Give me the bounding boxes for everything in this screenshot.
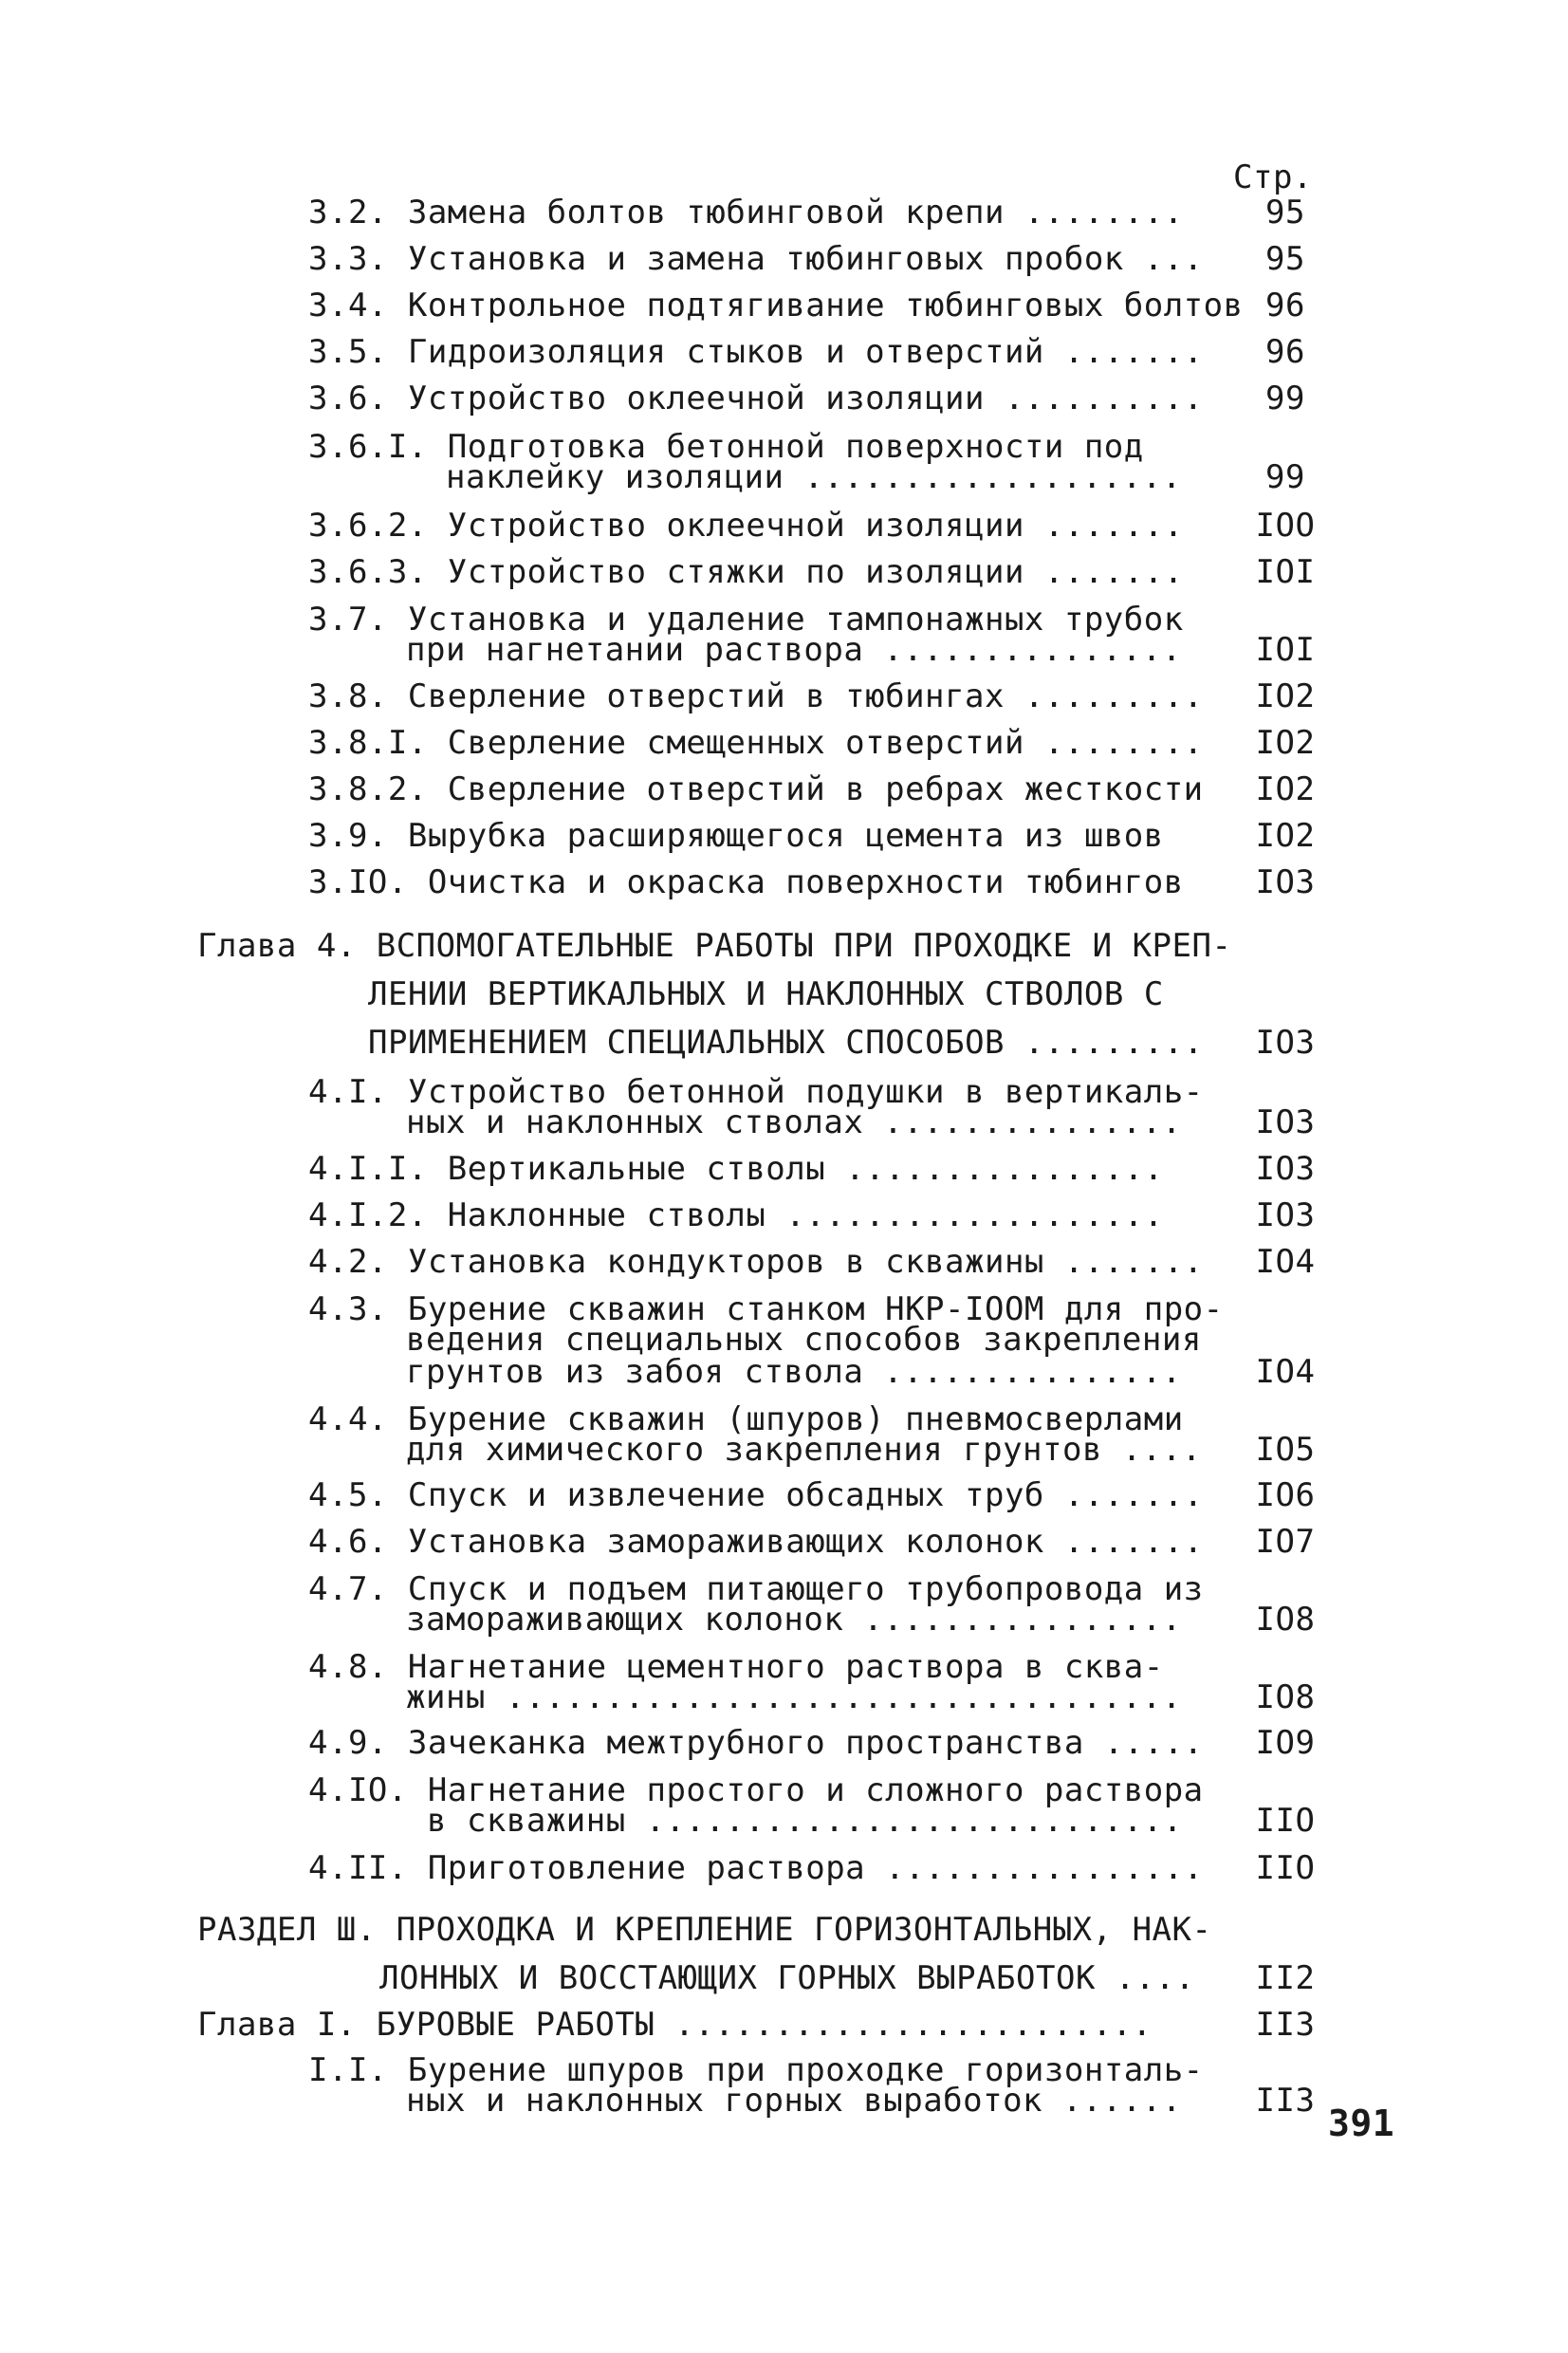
- toc-chapter-1: Глава I. БУРОВЫЕ РАБОТЫ ........................: [197, 2006, 1153, 2044]
- toc-entry-3-2: 3.2. Замена болтов тюбинговой крепи ........: [308, 194, 1184, 232]
- toc-page-4-7: IO8: [1255, 1601, 1316, 1639]
- toc-entry-4-3-cont1: ведения специальных способов закрепления: [406, 1321, 1202, 1359]
- toc-page-4-4: IO5: [1255, 1431, 1316, 1469]
- toc-entry-4-1: 4.I. Устройство бетонной подушки в вертикаль-: [308, 1073, 1204, 1111]
- toc-entry-1-1: I.I. Бурение шпуров при проходке горизонталь-: [308, 2051, 1204, 2089]
- toc-page-section-3: II2: [1255, 1959, 1316, 1997]
- toc-entry-4-7: 4.7. Спуск и подъем питающего трубопровода из: [308, 1570, 1204, 1608]
- page-number: 391: [1328, 2103, 1395, 2144]
- toc-page-4-10: IIO: [1255, 1802, 1316, 1840]
- toc-page-4-3: IO4: [1255, 1353, 1316, 1391]
- toc-entry-3-6-1: 3.6.I. Подготовка бетонной поверхности под: [308, 428, 1144, 466]
- toc-entry-4-8: 4.8. Нагнетание цементного раствора в сква-: [308, 1648, 1164, 1686]
- page-column-header: Стр.: [1233, 158, 1313, 196]
- toc-entry-4-1-cont: ных и наклонных стволах ...............: [406, 1103, 1182, 1141]
- toc-entry-4-4-cont: для химического закрепления грунтов ....: [406, 1431, 1202, 1469]
- toc-entry-4-11: 4.II. Приготовление раствора ................: [308, 1849, 1204, 1887]
- toc-page-3-6-1: 99: [1265, 458, 1305, 496]
- toc-entry-3-9: 3.9. Вырубка расширяющегося цемента из швов: [308, 817, 1164, 855]
- toc-page-3-6-2: IOO: [1255, 507, 1316, 545]
- toc-page-3-8-2: IO2: [1255, 770, 1316, 808]
- toc-entry-4-10-cont: в скважины ...........................: [427, 1802, 1183, 1840]
- toc-entry-3-10: 3.IO. Очистка и окраска поверхности тюбингов: [308, 863, 1184, 901]
- toc-entry-3-6-1-cont: наклейку изоляции ...................: [446, 458, 1182, 496]
- toc-section-3-cont: ЛОННЫХ И ВОССТАЮЩИХ ГОРНЫХ ВЫРАБОТОК ....: [379, 1959, 1195, 1997]
- toc-entry-4-1-1: 4.I.I. Вертикальные стволы ................: [308, 1150, 1164, 1188]
- toc-page-3-6-3: IOI: [1255, 553, 1316, 591]
- toc-entry-3-8-1: 3.8.I. Сверление смещенных отверстий ........: [308, 724, 1204, 762]
- toc-page-3-3: 95: [1265, 240, 1305, 278]
- toc-entry-4-3: 4.3. Бурение скважин станком НКР-IOOМ для про-: [308, 1290, 1224, 1328]
- toc-page-3-8: IO2: [1255, 677, 1316, 715]
- toc-page-4-2: IO4: [1255, 1243, 1316, 1281]
- toc-page-3-10: IO3: [1255, 863, 1316, 901]
- toc-page-chapter-4: IO3: [1255, 1024, 1316, 1062]
- toc-entry-3-4: 3.4. Контрольное подтягивание тюбинговых болтов: [308, 287, 1244, 324]
- toc-entry-3-8-2: 3.8.2. Сверление отверстий в ребрах жесткости: [308, 770, 1204, 808]
- toc-page-chapter-1: II3: [1255, 2006, 1316, 2044]
- toc-page-4-5: IO6: [1255, 1476, 1316, 1514]
- toc-entry-3-6-2: 3.6.2. Устройство оклеечной изоляции .......: [308, 507, 1184, 545]
- toc-page-3-2: 95: [1265, 194, 1305, 232]
- toc-page-3-9: IO2: [1255, 817, 1316, 855]
- toc-page-3-6: 99: [1265, 380, 1305, 417]
- toc-page-4-9: IO9: [1255, 1724, 1316, 1762]
- toc-page-4-11: IIO: [1255, 1849, 1316, 1887]
- toc-entry-3-6: 3.6. Устройство оклеечной изоляции ..........: [308, 380, 1204, 417]
- toc-entry-4-10: 4.IO. Нагнетание простого и сложного раствора: [308, 1771, 1204, 1809]
- toc-entry-4-6: 4.6. Установка замораживающих колонок .......: [308, 1523, 1204, 1561]
- toc-page-3-5: 96: [1265, 333, 1305, 371]
- toc-entry-4-4: 4.4. Бурение скважин (шпуров) пневмосверлами: [308, 1400, 1184, 1438]
- toc-entry-4-5: 4.5. Спуск и извлечение обсадных труб .......: [308, 1476, 1204, 1514]
- toc-page-3-7: IOI: [1255, 631, 1316, 669]
- toc-entry-4-2: 4.2. Установка кондукторов в скважины .......: [308, 1243, 1204, 1281]
- toc-entry-4-9: 4.9. Зачеканка межтрубного пространства .....: [308, 1724, 1204, 1762]
- toc-entry-3-3: 3.3. Установка и замена тюбинговых пробок ...: [308, 240, 1204, 278]
- toc-entry-4-8-cont: жины ..................................: [406, 1678, 1182, 1716]
- toc-page-4-1-2: IO3: [1255, 1196, 1316, 1234]
- toc-entry-1-1-cont: ных и наклонных горных выработок ......: [406, 2082, 1182, 2120]
- toc-entry-4-1-2: 4.I.2. Наклонные стволы ...................: [308, 1196, 1164, 1234]
- toc-page-4-1: IO3: [1255, 1103, 1316, 1141]
- toc-page-4-8: IO8: [1255, 1678, 1316, 1716]
- toc-entry-3-5: 3.5. Гидроизоляция стыков и отверстий .......: [308, 333, 1204, 371]
- toc-entry-3-7-cont: при нагнетании раствора ...............: [406, 631, 1182, 669]
- toc-chapter-4-cont1: ЛЕНИИ ВЕРТИКАЛЬНЫХ И НАКЛОННЫХ СТВОЛОВ С: [368, 975, 1164, 1013]
- toc-entry-3-7: 3.7. Установка и удаление тампонажных трубок: [308, 601, 1184, 639]
- toc-page-4-1-1: IO3: [1255, 1150, 1316, 1188]
- toc-section-3: РАЗДЕЛ Ш. ПРОХОДКА И КРЕПЛЕНИЕ ГОРИЗОНТАЛЬНЫХ, НАК-: [197, 1911, 1212, 1949]
- toc-entry-4-3-cont2: грунтов из забоя ствола ...............: [406, 1353, 1182, 1391]
- toc-entry-3-8: 3.8. Сверление отверстий в тюбингах .........: [308, 677, 1204, 715]
- toc-chapter-4: Глава 4. ВСПОМОГАТЕЛЬНЫЕ РАБОТЫ ПРИ ПРОХОДКЕ И КРЕП-: [197, 927, 1232, 965]
- toc-page-4-6: IO7: [1255, 1523, 1316, 1561]
- toc-entry-4-7-cont: замораживающих колонок ................: [406, 1601, 1182, 1639]
- toc-entry-3-6-3: 3.6.3. Устройство стяжки по изоляции .......: [308, 553, 1184, 591]
- toc-page-3-4: 96: [1265, 287, 1305, 324]
- toc-page-3-8-1: IO2: [1255, 724, 1316, 762]
- toc-chapter-4-cont2: ПРИМЕНЕНИЕМ СПЕЦИАЛЬНЫХ СПОСОБОВ .........: [368, 1024, 1204, 1062]
- toc-page-1-1: II3: [1255, 2082, 1316, 2120]
